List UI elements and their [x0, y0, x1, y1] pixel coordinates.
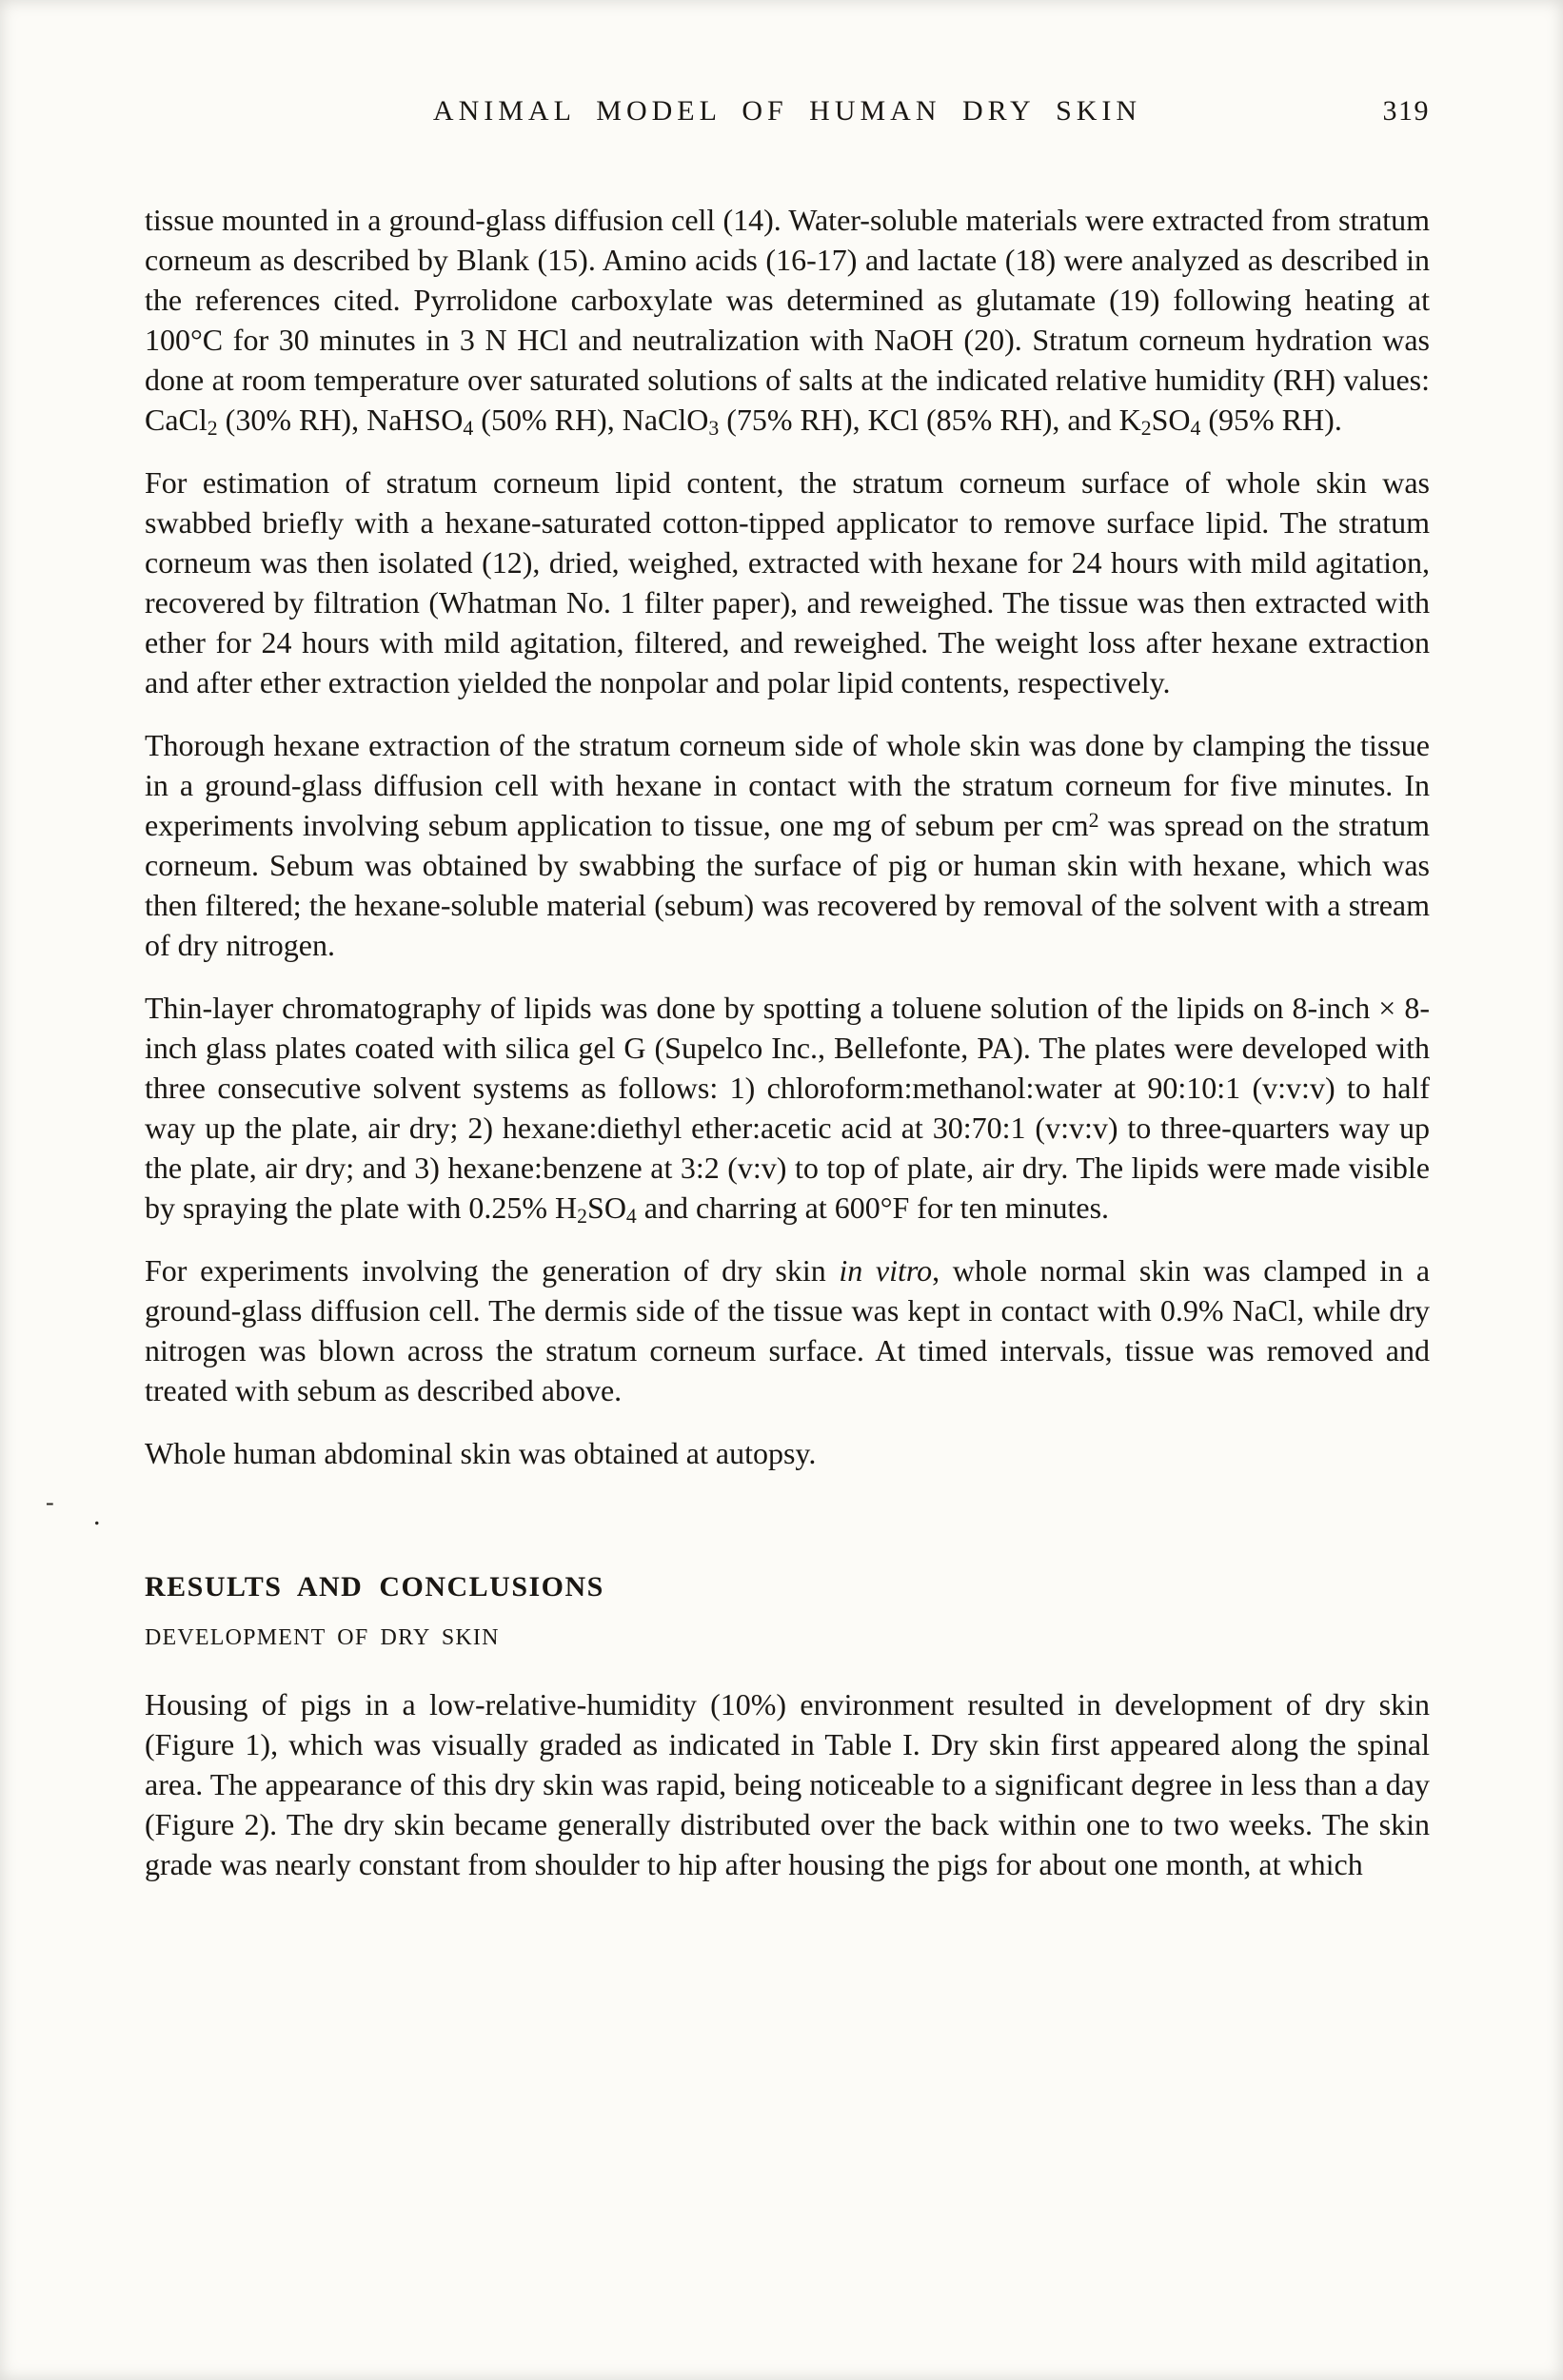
body-text: (75% RH), KCl (85% RH), and K [719, 403, 1141, 437]
paragraph [145, 1684, 1430, 1884]
page-number: 319 [1382, 95, 1430, 127]
body-text: Whole human abdominal skin was obtained at autopsy. [145, 1436, 817, 1470]
body-text: Thin-layer chromatography of lipids was done by spotting a toluene solution of the lipids on 8-inch × 8-inch glass plates coated with silica gel G (Supelco Inc., Bellefonte, PA). The plates were developed with three consecutive solvent systems as follows: 1) chloroform:methanol:water at 90:10:1 (v:v:v) to half way up the plate, air dry; 2) hexane:diethyl ether:acetic acid at 30:70:1 (v:v:v) to three-quarters way up the plate, air dry; and 3) hexane:benzene at 3:2 (v:v) to top of plate, air dry. The lipids were made visible by spraying the plate with 0.25% H [145, 991, 1430, 1225]
content-blocks [145, 200, 1430, 1884]
sub-text: 2 [207, 416, 218, 440]
sub-text: 2 [1140, 416, 1152, 440]
sub-text: 2 [577, 1204, 588, 1228]
paragraph [145, 988, 1430, 1228]
body-text: (30% RH), NaHSO [217, 403, 464, 437]
body-text: SO [587, 1190, 626, 1225]
sub-text: 4 [625, 1204, 637, 1228]
body-text: For experiments involving the generation of dry skin [145, 1253, 840, 1288]
margin-mark-dash: - [46, 1488, 54, 1516]
paragraph [145, 1250, 1430, 1410]
paragraph [145, 462, 1430, 702]
italic-text: in vitro [839, 1253, 933, 1288]
paragraph [145, 725, 1430, 965]
sub-text: 3 [708, 416, 720, 440]
body-text: SO [1151, 403, 1191, 437]
page-header [145, 95, 1430, 133]
subsection-heading: DEVELOPMENT OF DRY SKIN [145, 1625, 500, 1650]
body-text: and charring at 600°F for ten minutes. [636, 1190, 1110, 1225]
margin-mark-dot: . [93, 1500, 101, 1531]
sup-text: 2 [1088, 808, 1099, 832]
sub-text: 4 [1190, 416, 1201, 440]
body-text: (95% RH). [1200, 403, 1342, 437]
body-text: For estimation of stratum corneum lipid content, the stratum corneum surface of whole skin was swabbed briefly with a hexane-saturated cotton-tipped applicator to remove surface lipid. The stratum corneum was then isolated (12), dried, weighed, extracted with hexane for 24 hours with mild agitation, recovered by filtration (Whatman No. 1 filter paper), and reweighed. The tissue was then extracted with ether for 24 hours with mild agitation, filtered, and reweighed. The weight loss after hexane extraction and after ether extraction yielded the nonpolar and polar lipid contents, respectively. [145, 465, 1430, 699]
body-text: , whole normal skin was clamped in a ground-glass diffusion cell. The dermis side of the tissue was kept in contact with 0.9% NaCl, while dry nitrogen was blown across the stratum corneum surface. At timed intervals, tissue was removed and treated with sebum as described above. [145, 1253, 1431, 1407]
paragraph [145, 200, 1430, 440]
paragraph [145, 1433, 1430, 1473]
body-text: Thorough hexane extraction of the stratum corneum side of whole skin was done by clamping the tissue in a ground-glass diffusion cell with hexane in contact with the stratum corneum for five minutes. In experiments involving sebum application to tissue, one mg of sebum per cm [145, 728, 1430, 842]
body-text: tissue mounted in a ground-glass diffusion cell (14). Water-soluble materials were extracted from stratum corneum as described by Blank (15). Amino acids (16-17) and lactate (18) were analyzed as described in the references cited. Pyrrolidone carboxylate was determined as glutamate (19) following heating at 100°C for 30 minutes in 3 N HCl and neutralization with NaOH (20). Stratum corneum hydration was done at room temperature over saturated solutions of salts at the indicated relative humidity (RH) values: CaCl [145, 203, 1430, 437]
running-title: ANIMAL MODEL OF HUMAN DRY SKIN [432, 95, 1142, 127]
section-heading: RESULTS AND CONCLUSIONS [145, 1571, 604, 1603]
body-text: Housing of pigs in a low-relative-humidity (10%) environment resulted in development of dry skin (Figure 1), which was visually graded as indicated in Table I. Dry skin first appeared along the spinal area. The appearance of this dry skin was rapid, being noticeable to a significant degree in less than a day (Figure 2). The dry skin became generally distributed over the back within one to two weeks. The skin grade was nearly constant from shoulder to hip after housing the pigs for about one month, at which [145, 1687, 1430, 1881]
text-block [145, 95, 1430, 1907]
sub-text: 4 [463, 416, 474, 440]
body-text: (50% RH), NaClO [473, 403, 709, 437]
body-text: was spread on the stratum corneum. Sebum was obtained by swabbing the surface of pig or human skin with hexane, which was then filtered; the hexane-soluble material (sebum) was recovered by removal of the solvent with a stream of dry nitrogen. [145, 808, 1431, 962]
